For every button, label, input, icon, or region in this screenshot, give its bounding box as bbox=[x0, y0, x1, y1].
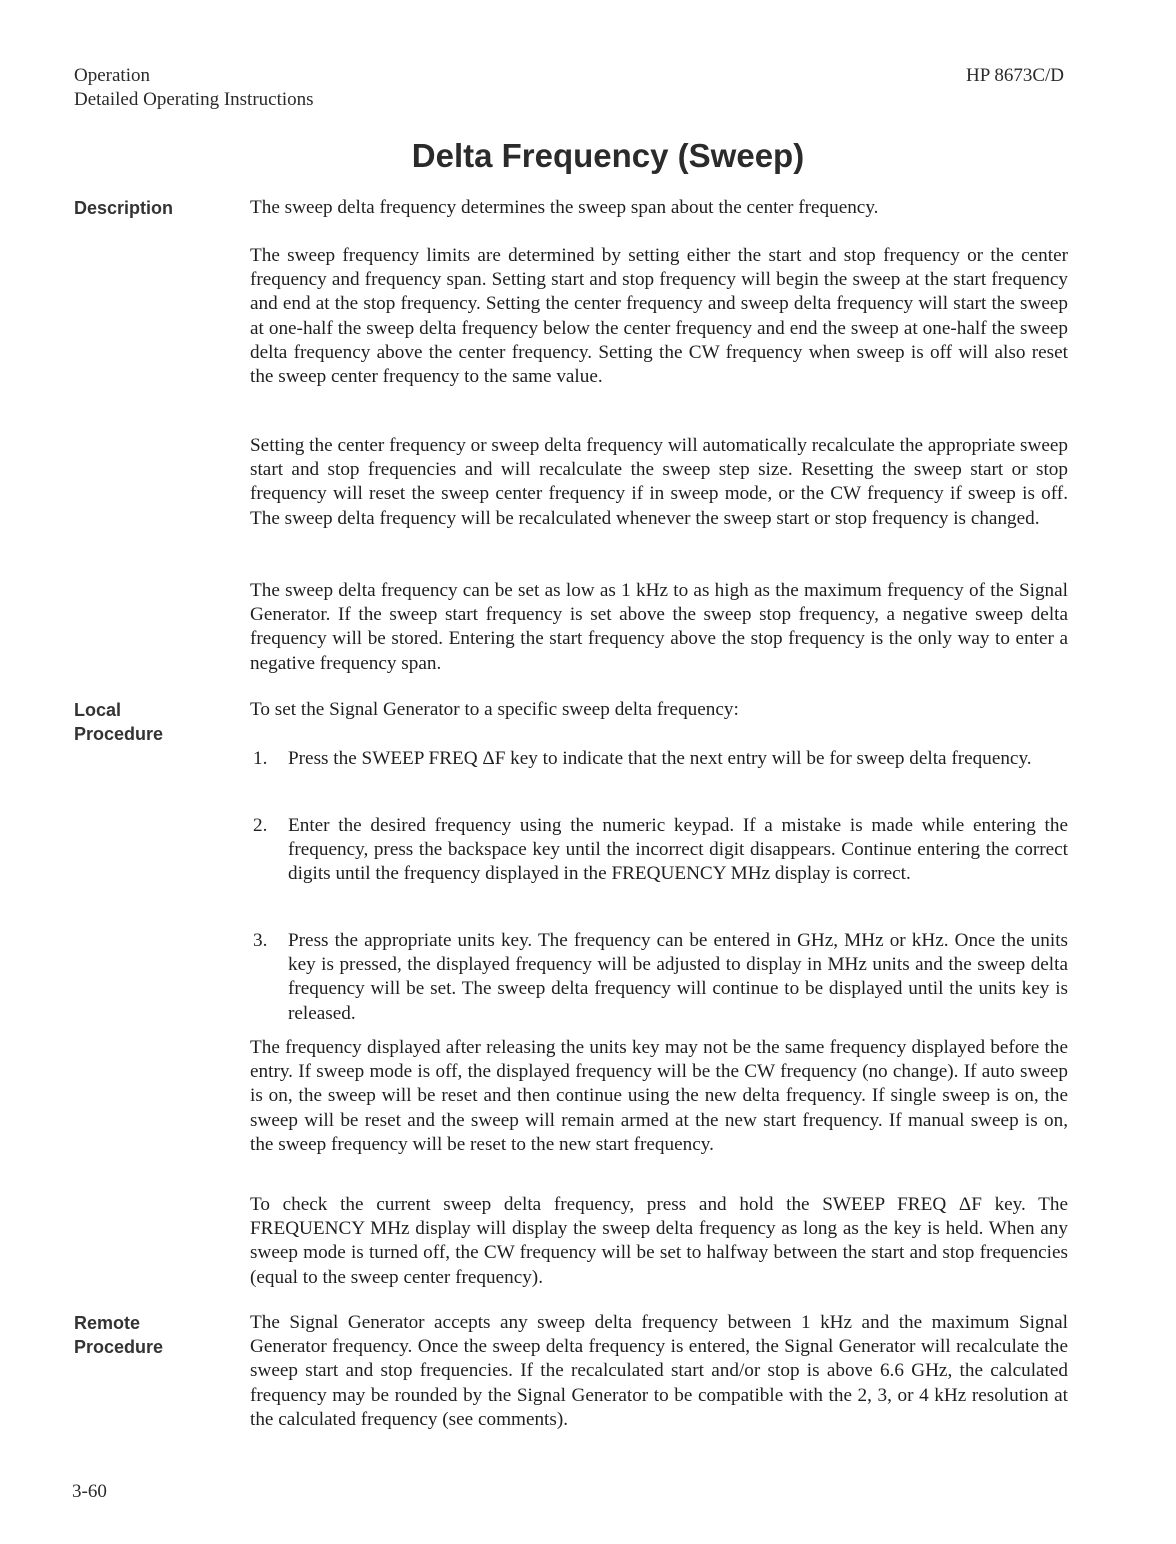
page-title: Delta Frequency (Sweep) bbox=[411, 137, 805, 174]
step-text: Press the SWEEP FREQ ΔF key to indicate that the next entry will be for sweep delta frequency. bbox=[288, 748, 1032, 769]
section-label-local-procedure bbox=[74, 698, 163, 746]
running-header-left bbox=[74, 64, 314, 112]
paragraph-text: To check the current sweep delta frequency, press and hold the SWEEP FREQ ΔF key. The FREQUENCY MHz display will display the sweep delta frequency as long as the key is held. When any sweep mode is turned off, the CW frequency will be set to halfway between the start and stop frequencies (equal to the sweep center frequency). bbox=[250, 1194, 1068, 1288]
step-number: 1. bbox=[253, 748, 268, 769]
description-paragraph-1 bbox=[250, 196, 1068, 220]
procedure-step-2 bbox=[250, 814, 1068, 887]
paragraph-text: Setting the center frequency or sweep delta frequency will automatically recalculate the appropriate sweep start and stop frequencies and will recalculate the sweep step size. Resetting the sweep start or stop frequency will reset the sweep center frequency if in sweep mode, or the CW frequency if sweep is off. The sweep delta frequency will be recalculated whenever the sweep start or stop frequency is changed. bbox=[250, 435, 1068, 529]
description-paragraph-2 bbox=[250, 244, 1068, 389]
local-procedure-after-paragraph-2 bbox=[250, 1193, 1068, 1290]
step-number: 3. bbox=[253, 930, 268, 951]
paragraph-text: The sweep delta frequency can be set as low as 1 kHz to as high as the maximum frequency of the Signal Generator. If the sweep start frequency is set above the sweep stop frequency, a negative sweep delta frequency will be stored. Entering the start frequency above the stop frequency is the only way to enter a negative frequency span. bbox=[250, 580, 1068, 674]
header-model: HP 8673C/D bbox=[965, 65, 1064, 86]
step-text: Press the appropriate units key. The frequency can be entered in GHz, MHz or kHz. Once the units key is pressed, the displayed frequency will be adjusted to display in MHz units and the sweep delta frequency will be set. The sweep delta frequency will continue to be displayed until the units key is released. bbox=[288, 930, 1068, 1024]
paragraph-text: The Signal Generator accepts any sweep delta frequency between 1 kHz and the maximum Signal Generator frequency. Once the sweep delta frequency is entered, the Signal Generator will recalculate the sweep start and stop frequencies. If the recalculated start and/or stop is above 6.6 GHz, the calculated frequency may be rounded by the Signal Generator to be compatible with the 2, 3, or 4 kHz resolution at the calculated frequency (see comments). bbox=[250, 1312, 1068, 1430]
section-label-remote-procedure bbox=[74, 1311, 163, 1359]
procedure-step-3 bbox=[250, 929, 1068, 1026]
remote-procedure-paragraph bbox=[250, 1311, 1068, 1432]
page-number: 3-60 bbox=[72, 1481, 107, 1502]
local-procedure-after-paragraph-1 bbox=[250, 1036, 1068, 1157]
procedure-step-1 bbox=[250, 747, 1068, 771]
header-section: Operation bbox=[74, 65, 150, 86]
local-procedure-intro bbox=[250, 698, 1068, 722]
description-paragraph-4 bbox=[250, 579, 1068, 676]
paragraph-text: To set the Signal Generator to a specific sweep delta frequency: bbox=[250, 699, 739, 720]
paragraph-text: The frequency displayed after releasing the units key may not be the same frequency displayed before the entry. If sweep mode is off, the displayed frequency will be the CW frequency (no change). If auto sweep is on, the sweep will be reset and then continue using the new delta frequency. If single sweep is on, the sweep will be reset and the sweep will remain armed at the new start frequency. If manual sweep is on, the sweep frequency will be reset to the new start frequency. bbox=[250, 1037, 1068, 1155]
paragraph-text: The sweep frequency limits are determined by setting either the start and stop frequency or the center frequency and frequency span. Setting start and stop frequency will begin the sweep at the start frequency and end at the stop frequency. Setting the center frequency and sweep delta frequency will start the sweep at one-half the sweep delta frequency below the center frequency and end the sweep at one-half the sweep delta frequency above the center frequency. Setting the CW frequency when sweep is off will also reset the sweep center frequency to the same value. bbox=[250, 245, 1068, 388]
label-line: Local bbox=[74, 700, 122, 720]
description-paragraph-3 bbox=[250, 434, 1068, 531]
label-line: Procedure bbox=[74, 724, 164, 744]
paragraph-text: The sweep delta frequency determines the sweep span about the center frequency. bbox=[250, 197, 879, 218]
label-line: Procedure bbox=[74, 1337, 164, 1357]
section-label-description: Description bbox=[74, 198, 174, 218]
step-number: 2. bbox=[253, 815, 268, 836]
step-text: Enter the desired frequency using the numeric keypad. If a mistake is made while entering the frequency, press the backspace key until the incorrect digit disappears. Continue entering the correct digits until the frequency displayed in the FREQUENCY MHz display is correct. bbox=[288, 815, 1068, 885]
label-line: Remote bbox=[74, 1313, 141, 1333]
header-subsection: Detailed Operating Instructions bbox=[74, 89, 314, 110]
